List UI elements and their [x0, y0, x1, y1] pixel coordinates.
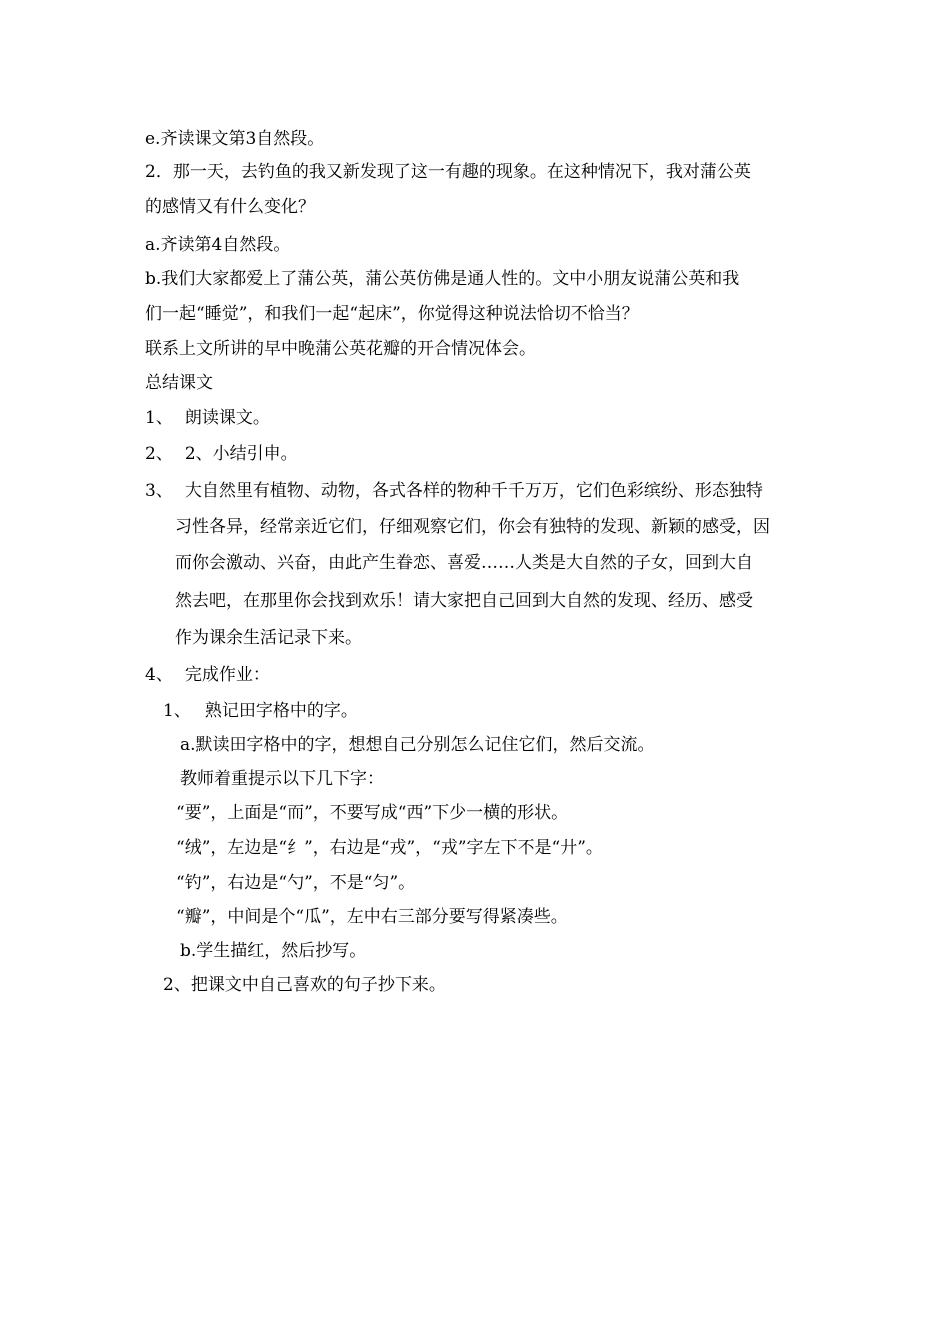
list-item-3-continuation: 作为课余生活记录下来。: [175, 628, 362, 648]
homework-item-1: [163, 700, 358, 722]
list-item-number: 3、: [145, 481, 173, 501]
list-item-3-continuation: 然去吧，在那里你会找到欢乐！请大家把自己回到大自然的发现、经历、感受: [175, 591, 753, 611]
character-note: “要”，上面是“而”，不要写成“西”下少一横的形状。: [176, 803, 569, 823]
reading-step-e: e.齐读课文第3自然段。: [145, 129, 325, 149]
character-note: “绒”，左边是“纟”，右边是“戎”，“戎”字左下不是“廾”。: [176, 838, 603, 858]
list-item-text: 2、小结引申。: [184, 444, 298, 464]
list-item-text: 大自然里有植物、动物，各式各样的物种千千万万，它们色彩缤纷、形态独特: [184, 481, 763, 501]
list-item-1: [145, 407, 270, 429]
list-item-number: 4、: [145, 665, 173, 685]
list-item-number: 1、: [163, 701, 191, 721]
list-item-4: [145, 664, 270, 686]
summary-heading: 总结课文: [145, 373, 213, 393]
character-note: “瓣”，中间是个“瓜”，左中右三部分要写得紧凑些。: [176, 907, 568, 927]
homework-item-2: 2、把课文中自己喜欢的句子抄下来。: [163, 975, 446, 995]
list-item-2: [145, 443, 298, 465]
list-item-number: 1、: [145, 408, 173, 428]
list-item-text: 朗读课文。: [184, 408, 270, 428]
list-item-3-continuation: 而你会激动、兴奋，由此产生眷恋、喜爱……人类是大自然的子女，回到大自: [175, 553, 753, 573]
homework-step-a: a.默读田字格中的字，想想自己分别怎么记住它们，然后交流。: [180, 735, 655, 755]
question-b-line-1: b.我们大家都爱上了蒲公英，蒲公英仿佛是通人性的。文中小朋友说蒲公英和我: [145, 269, 740, 289]
question-2-line-1: 2．那一天，去钓鱼的我又新发现了这一有趣的现象。在这种情况下，我对蒲公英: [145, 162, 751, 182]
question-2-line-2: 的感情又有什么变化？: [145, 197, 315, 217]
list-item-3-continuation: 习性各异，经常亲近它们，仔细观察它们，你会有独特的发现、新颖的感受，因: [175, 517, 770, 537]
list-item-text: 熟记田字格中的字。: [204, 701, 358, 721]
connect-text: 联系上文所讲的早中晚蒲公英花瓣的开合情况体会。: [145, 339, 536, 359]
list-item-number: 2、: [145, 444, 173, 464]
list-item-3: [145, 480, 763, 502]
homework-step-b: b.学生描红，然后抄写。: [180, 941, 367, 961]
character-note: “钓”，右边是“勺”，不是“匀”。: [176, 873, 416, 893]
reading-step-a: a.齐读第4自然段。: [145, 235, 291, 255]
teacher-hint: 教师着重提示以下几下字：: [180, 769, 384, 789]
list-item-text: 完成作业：: [184, 665, 270, 685]
question-b-line-2: 们一起“睡觉”，和我们一起“起床”，你觉得这种说法恰切不恰当？: [145, 304, 639, 324]
